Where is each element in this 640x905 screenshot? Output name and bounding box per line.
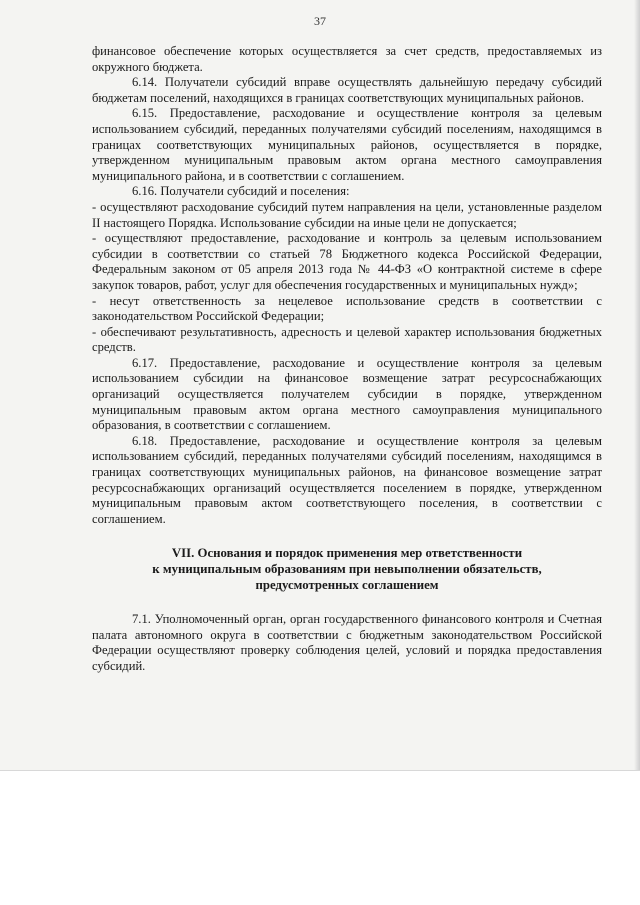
blank-margin [0, 771, 640, 905]
list-item-control: - осуществляют предоставление, расходование и контроль за целевым использованием субсидии в соответствии со статьей 78 Бюджетного кодекса Российской Федерации, Федеральным законом от 05 апреля 2013 года № 44-ФЗ «О контрактной системе в сфере закупок товаров, работ, услуг для обеспечения государственных и муниципальных нужд»; [92, 231, 602, 292]
section-heading-line-1: VII. Основания и порядок применения мер ответственности [171, 546, 523, 561]
list-item-effectiveness: - обеспечивают результативность, адресность и целевой характер использования бюджетных средств. [92, 324, 602, 355]
list-item-purpose: - осуществляют расходование субсидий путем направления на цели, установленные разделом II настоящего Порядка. Использование субсидии на иные цели не допускается; [92, 199, 602, 230]
paragraph-7-1: 7.1. Уполномоченный орган, орган государственного финансового контроля и Счетная палата автономного округа в соответствии с бюджетным законодательством Российской Федерации осуществляют проверку соблюдения целей, условий и порядка предоставления субсидий. [92, 612, 602, 673]
paragraph-continuation: финансовое обеспечение которых осуществляется за счет средств, предоставляемых из окружного бюджета. [92, 44, 602, 74]
section-heading-line-3: предусмотренных соглашением [255, 577, 439, 592]
paragraph-6-17: 6.17. Предоставление, расходование и осуществление контроля за целевым использованием субсидии на финансовое возмещение затрат ресурсоснабжающих организаций осуществляется получателем субсидии в порядке, утвержденном муниципальным правовым актом органа местного самоуправления муниципального образования, в соответствии с соглашением. [92, 355, 602, 433]
section-heading [92, 546, 602, 593]
paragraph-6-18: 6.18. Предоставление, расходование и осуществление контроля за целевым использованием субсидий, переданных получателями субсидий поселениям, находящимся в границах соответствующих муниципальных районов, на финансовое возмещение затрат ресурсоснабжающих организаций осуществляется поселением в порядке, утвержденном муниципальным правовым актом соответствующего поселения, в соответствии с соглашением. [92, 433, 602, 526]
section-heading-line-2: к муниципальным образованиям при невыполнении обязательств, [152, 562, 542, 576]
paragraph-6-14: 6.14. Получатели субсидий вправе осуществлять дальнейшую передачу субсидий бюджетам поселений, находящихся в границах соответствующих муниципальных районов. [92, 75, 602, 105]
page-number: 37 [314, 14, 326, 28]
list-item-responsibility: - несут ответственность за нецелевое использование средств в соответствии с законодательством Российской Федерации; [92, 293, 602, 324]
document-body [92, 44, 602, 675]
paragraph-6-16: 6.16. Получатели субсидий и поселения: [132, 184, 350, 199]
paragraph-6-15: 6.15. Предоставление, расходование и осуществление контроля за целевым использованием субсидий, переданных получателями субсидий поселениям, находящимся в границах соответствующих муниципальных районов, осуществляется в порядке, утвержденном муниципальным правовым актом органа местного самоуправления муниципального района, и в соответствии с соглашением. [92, 106, 602, 183]
